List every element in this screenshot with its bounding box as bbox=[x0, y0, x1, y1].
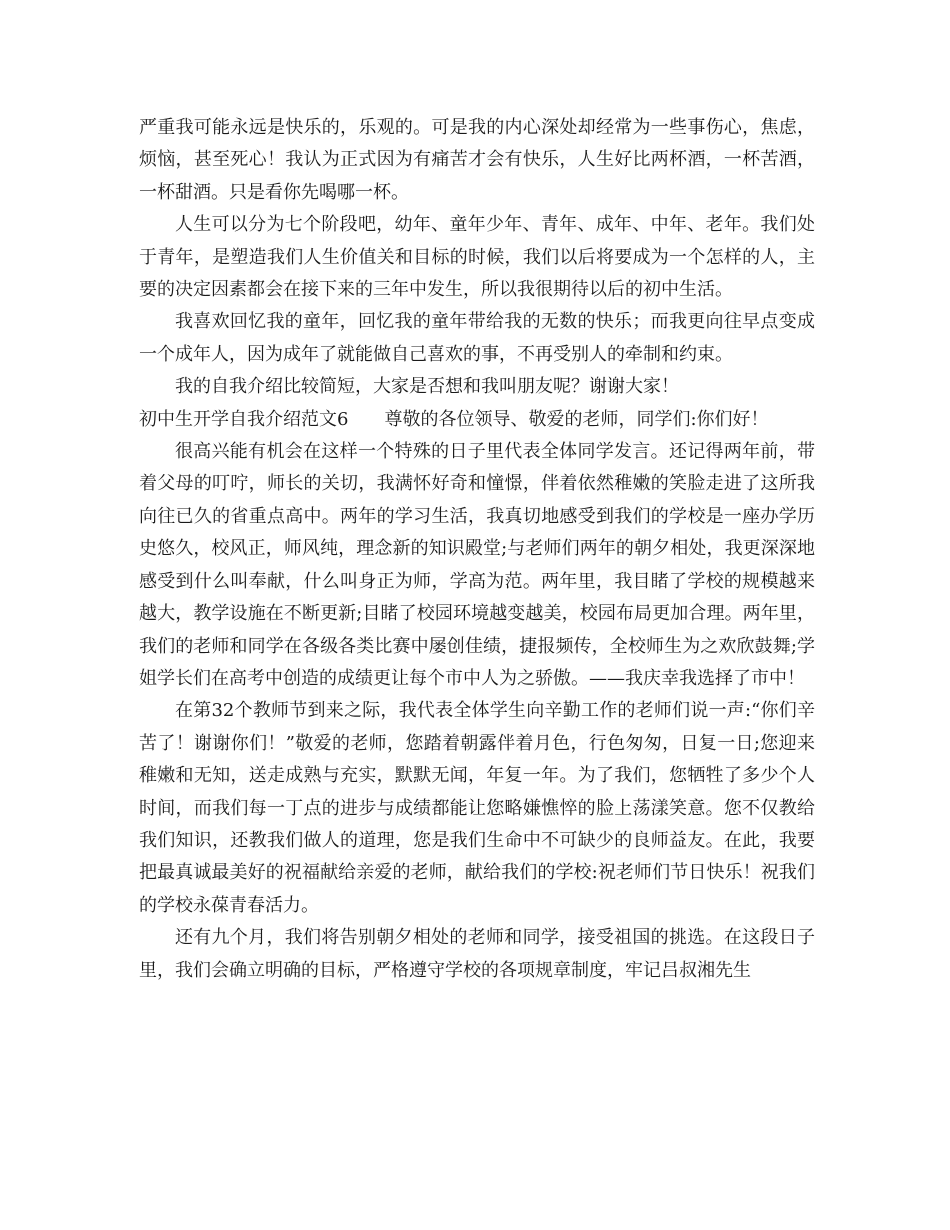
paragraph-3: 我喜欢回忆我的童年，回忆我的童年带给我的无数的快乐；而我更向往早点变成一个成年人，因为成年了就能做自己喜欢的事，不再受别人的牵制和约束。 bbox=[139, 311, 815, 365]
paragraph-6: 在第32个教师节到来之际，我代表全体学生向辛勤工作的老师们说一声:“你们辛苦了！谢谢你们！”敬爱的老师，您踏着朝露伴着月色，行色匆匆，日复一日;您迎来稚嫩和无知，送走成熟与充实，默默无闻，年复一年。为了我们，您牺牲了多少个人时间，而我们每一丁点的进步与成绩都能让您略嫌憔悴的脸上荡漾笑意。您不仅教给我们知识，还教我们做人的道理，您是我们生命中不可缺少的良师益友。在此，我要把最真诚最美好的祝福献给亲爱的老师，献给我们的学校:祝老师们节日快乐！祝我们的学校永葆青春活力。 bbox=[139, 700, 815, 916]
section-heading-line: 初中生开学自我介绍范文6 尊敬的各位领导、敬爱的老师，同学们:你们好！ bbox=[139, 408, 769, 430]
document-body bbox=[139, 112, 815, 987]
paragraph-4: 我的自我介绍比较简短，大家是否想和我叫朋友呢？谢谢大家！ bbox=[175, 376, 679, 398]
paragraph-2: 人生可以分为七个阶段吧，幼年、童年少年、青年、成年、中年、老年。我们处于青年，是塑造我们人生价值关和目标的时候，我们以后将要成为一个怎样的人，主要的决定因素都会在接下来的三年中发生，所以我很期待以后的初中生活。 bbox=[139, 214, 815, 301]
paragraph-7: 还有九个月，我们将告别朝夕相处的老师和同学，接受祖国的挑选。在这段日子里，我们会确立明确的目标，严格遵守学校的各项规章制度，牢记吕叔湘先生 bbox=[139, 927, 815, 981]
paragraph-1: 严重我可能永远是快乐的，乐观的。可是我的内心深处却经常为一些事伤心，焦虑，烦恼，甚至死心！我认为正式因为有痛苦才会有快乐，人生好比两杯酒，一杯苦酒，一杯甜酒。只是看你先喝哪一杯。 bbox=[139, 117, 815, 203]
paragraph-5: 很高兴能有机会在这样一个特殊的日子里代表全体同学发言。还记得两年前，带着父母的叮咛，师长的关切，我满怀好奇和憧憬，伴着依然稚嫩的笑脸走进了这所我向往已久的省重点高中。两年的学习生活，我真切地感受到我们的学校是一座办学历史悠久，校风正，师风纯，理念新的知识殿堂;与老师们两年的朝夕相处，我更深深地感受到什么叫奉献，什么叫身正为师，学高为范。两年里，我目睹了学校的规模越来越大，教学设施在不断更新;目睹了校园环境越变越美，校园布局更加合理。两年里，我们的老师和同学在各级各类比赛中屡创佳绩，捷报频传，全校师生为之欢欣鼓舞;学姐学长们在高考中创造的成绩更让每个市中人为之骄傲。——我庆幸我选择了市中！ bbox=[139, 441, 815, 689]
